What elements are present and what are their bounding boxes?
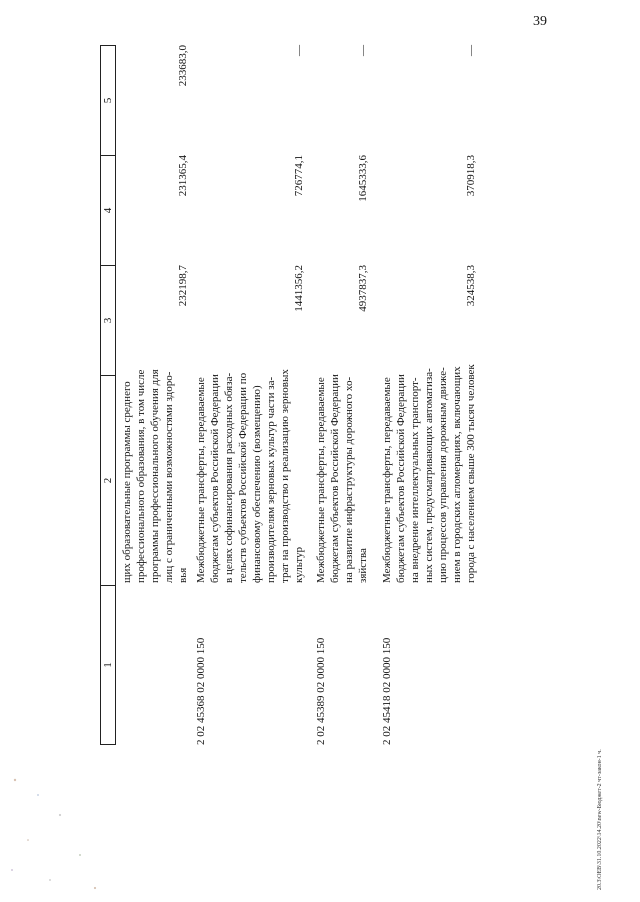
row-description [120, 369, 190, 583]
description-line: цию процессов управления дорожным движе- [437, 367, 449, 583]
row-code: 2 02 45418 02 0000 150 [381, 637, 393, 745]
header-col-3: 3 [101, 265, 115, 375]
description-line: Межбюджетные трансферты, передаваемые [381, 377, 393, 583]
header-col-1: 1 [101, 585, 115, 745]
row-code: 2 02 45389 02 0000 150 [315, 637, 327, 745]
description-line: программы профессионального обучения для [149, 369, 161, 583]
description-line: щих образовательные программы среднего [121, 381, 133, 583]
description-line: зяйства [357, 548, 369, 583]
row-description [380, 364, 478, 583]
header-col-5: 5 [101, 45, 115, 155]
row-value-col3: 324538,3 [465, 265, 477, 307]
row-value-col5: — [293, 45, 305, 56]
row-value-col5: — [465, 45, 477, 56]
description-line: бюджетам субъектов Российской Федерации [329, 374, 341, 583]
footer-document-code: 20.3\OEB\31.10.2022\14.20\new-Бюджет-2 чт-закон-1 ч. [597, 749, 603, 890]
description-line: бюджетам субъектов Российской Федерации [395, 374, 407, 583]
description-line: на развитие инфраструктуры дорожного хо- [343, 376, 355, 583]
description-line: ных систем, предусматривающих автоматиза- [423, 368, 435, 583]
description-line: производителям зерновых культур части за- [265, 376, 277, 583]
row-value-col4: 1645333,6 [357, 155, 369, 202]
page-number: 39 [533, 14, 547, 29]
description-line: трат на производство и реализацию зерновых [279, 369, 291, 583]
header-col-4: 4 [101, 155, 115, 265]
row-code: 2 02 45368 02 0000 150 [195, 637, 207, 745]
description-line: Межбюджетные трансферты, передаваемые [315, 377, 327, 583]
description-line: бюджетам субъектов Российской Федерации [209, 374, 221, 583]
row-description [314, 374, 370, 583]
row-value-col4: 370918,3 [465, 155, 477, 197]
table-header [100, 45, 116, 745]
scan-noise [0, 760, 120, 902]
description-line: профессионального образования, в том числе [135, 369, 147, 583]
description-line: Межбюджетные трансферты, передаваемые [195, 377, 207, 583]
description-line: лиц с ограниченными возможностями здоро- [163, 371, 175, 583]
description-line: в целях софинансирования расходных обяза- [223, 372, 235, 583]
header-col-2: 2 [101, 375, 115, 585]
row-value-col3: 1441356,2 [293, 265, 305, 312]
budget-table [100, 45, 600, 745]
description-line: тельств субъектов Российской Федерации по [237, 372, 249, 583]
row-value-col5: 233683,0 [177, 45, 189, 87]
description-line: вья [177, 567, 189, 583]
description-line: финансовому обеспечению (возмещению) [251, 385, 263, 583]
description-line: на внедрение интеллектуальных транспорт- [409, 377, 421, 583]
row-value-col4: 726774,1 [293, 155, 305, 197]
row-value-col4: 231365,4 [177, 155, 189, 197]
row-value-col3: 4937837,3 [357, 265, 369, 312]
row-description [194, 369, 306, 583]
description-line: культур [293, 547, 305, 583]
row-value-col5: — [357, 45, 369, 56]
row-value-col3: 232198,7 [177, 265, 189, 307]
description-line: нием в городских агломерациях, включающих [451, 366, 463, 583]
description-line: города с населением свыше 300 тысяч человек [465, 364, 477, 583]
